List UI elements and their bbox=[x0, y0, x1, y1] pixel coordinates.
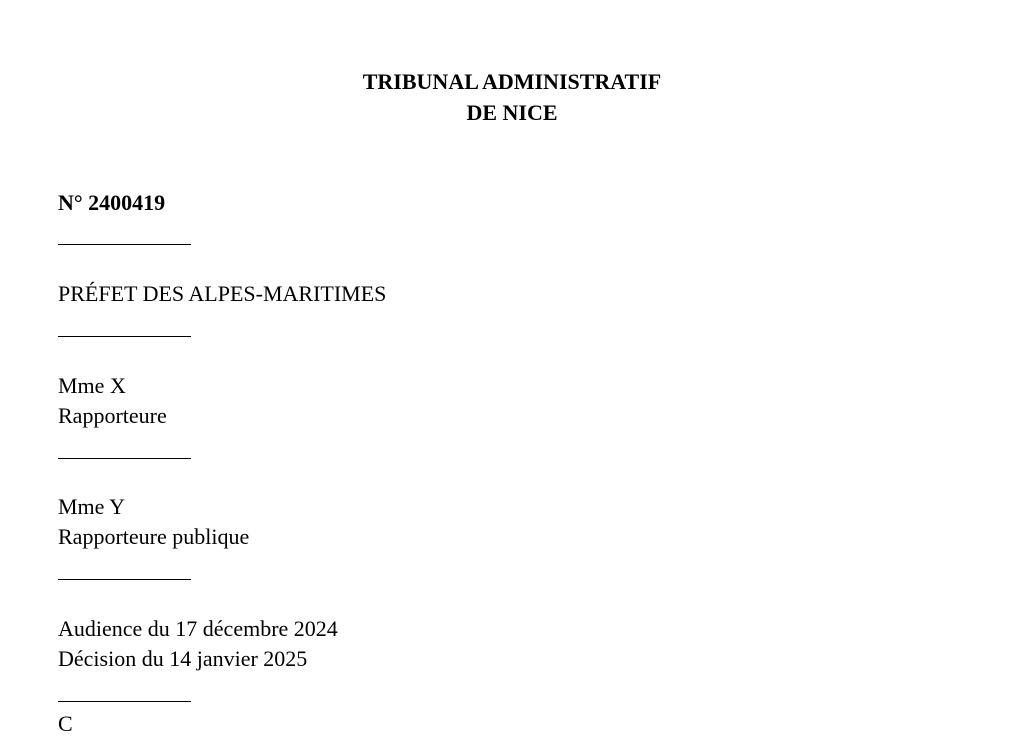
public-rapporteur-role: Rapporteure publique bbox=[58, 524, 250, 549]
court-name-line-1: TRIBUNAL ADMINISTRATIF bbox=[362, 69, 662, 94]
hearing-date: Audience du 17 décembre 2024 bbox=[58, 616, 338, 641]
case-code: C bbox=[58, 711, 73, 736]
rapporteur-name: Mme X bbox=[58, 373, 126, 398]
court-name-line-2: DE NICE bbox=[466, 100, 558, 125]
separator-rule-1 bbox=[58, 244, 191, 245]
rapporteur-role: Rapporteure bbox=[58, 403, 167, 428]
case-number: N° 2400419 bbox=[58, 190, 166, 215]
party-name: PRÉFET DES ALPES-MARITIMES bbox=[58, 281, 387, 306]
court-header bbox=[0, 66, 1024, 128]
public-rapporteur-name: Mme Y bbox=[58, 494, 126, 519]
decision-date: Décision du 14 janvier 2025 bbox=[58, 646, 308, 671]
separator-rule-5 bbox=[58, 701, 191, 702]
separator-rule-3 bbox=[58, 458, 191, 459]
separator-rule-4 bbox=[58, 579, 191, 580]
separator-rule-2 bbox=[58, 336, 191, 337]
